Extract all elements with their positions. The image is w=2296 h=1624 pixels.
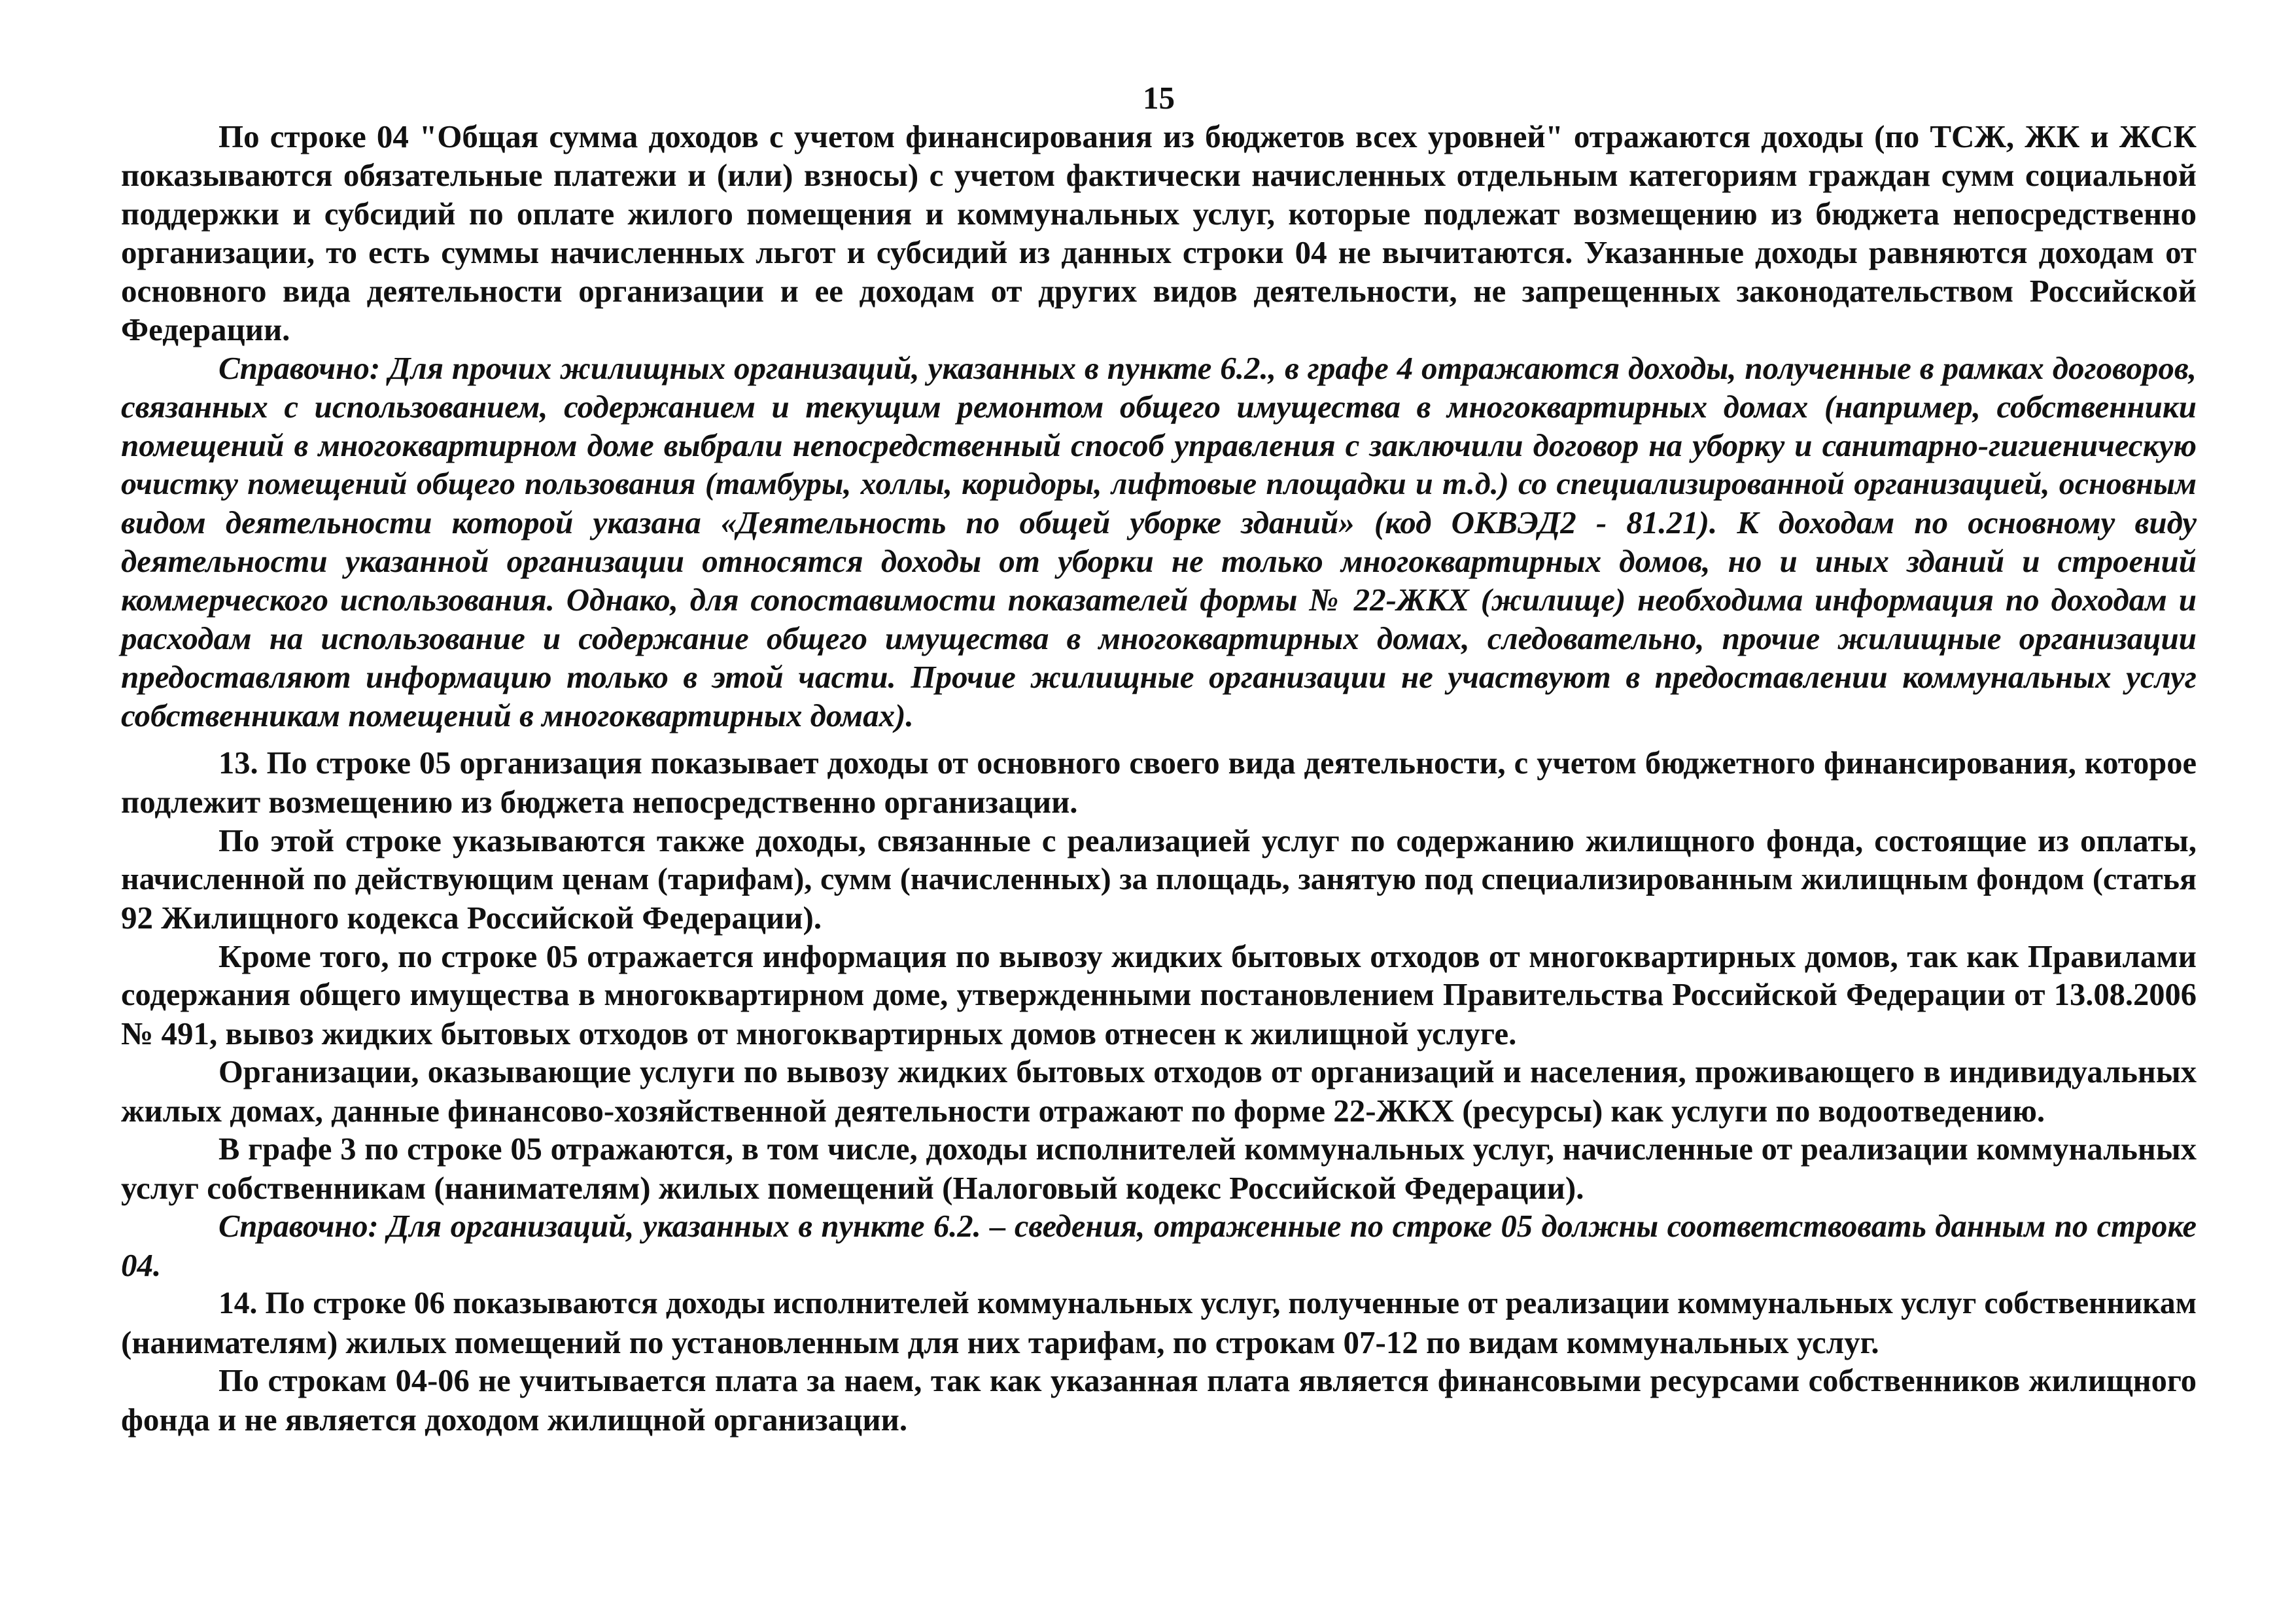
text-line: расходам на использование и содержание общего имущества в многоквартирных домах, следовательно, прочие жилищные организации [121, 620, 2197, 656]
text-line: (нанимателям) жилых помещений по установленным для них тарифам, по строкам 07-12 по видам коммунальных услуг. [121, 1324, 1879, 1360]
paragraph [121, 1053, 2197, 1130]
text-line: 92 Жилищного кодекса Российской Федерации). [121, 900, 822, 936]
text-line: 14. По строке 06 показываются доходы исполнителей коммунальных услуг, полученные от реализации коммунальных услуг собственникам [218, 1286, 2197, 1320]
text-line: 13. По строке 05 организация показывает доходы от основного своего вида деятельности, с учетом бюджетного финансирования, которое [218, 746, 2197, 781]
paragraph [121, 937, 2197, 1053]
text-line: По строкам 04-06 не учитывается плата за наем, так как указанная плата является финансовыми ресурсами собственников жилищного [218, 1364, 2197, 1398]
text-line: По строке 04 "Общая сумма доходов с учетом финансирования из бюджетов всех уровней" отражаются доходы (по ТСЖ, ЖК и ЖСК [218, 118, 2197, 154]
text-line: организации, то есть суммы начисленных льгот и субсидий из данных строки 04 не вычитаются. Указанные доходы равняются доходам от [121, 234, 2197, 270]
text-line: Федерации. [121, 311, 290, 347]
text-line: связанных с использованием, содержанием и текущим ремонтом общего имущества в многоквартирных домах (например, собственники [121, 389, 2197, 425]
text-line: основного вида деятельности организации и ее доходам от других видов деятельности, не запрещенных законодательством Российской [121, 273, 2197, 309]
text-line: очистку помещений общего пользования (тамбуры, холлы, коридоры, лифтовые площадки и т.д.) со специализированной организацией, основным [121, 467, 2197, 501]
text-line: начисленной по действующим ценам (тарифам), сумм (начисленных) за площадь, занятую под специализированным жилищным фондом (статья [121, 862, 2197, 896]
text-line: жилых домах, данные финансово-хозяйственной деятельности отражают по форме 22-ЖКХ (ресурсы) как услуги по водоотведению. [121, 1093, 2045, 1129]
paragraph [121, 821, 2197, 937]
text-line: коммерческого использования. Однако, для сопоставимости показателей формы № 22-ЖКХ (жилище) необходима информация по доходам и [121, 582, 2197, 618]
text-line: Организации, оказывающие услуги по вывозу жидких бытовых отходов от организаций и населения, проживающего в индивидуальных [218, 1055, 2197, 1089]
text-line: предоставляют информацию только в этой части. Прочие жилищные организации не участвуют в предоставлении коммунальных услуг [121, 659, 2197, 695]
text-line: услуг собственникам (нанимателям) жилых помещений (Налоговый кодекс Российской Федерации). [121, 1170, 1584, 1206]
text-line: деятельности указанной организации относятся доходы от уборки не только многоквартирных домов, но и иных зданий и строений [121, 543, 2197, 579]
paragraph [121, 1362, 2197, 1439]
text-line: собственникам помещений в многоквартирных домах). [121, 697, 914, 733]
text-line: В графе 3 по строке 05 отражаются, в том числе, доходы исполнителей коммунальных услуг, начисленные от реализации коммунальных [218, 1132, 2197, 1167]
text-line: подлежит возмещению из бюджета непосредственно организации. [121, 784, 1078, 820]
text-line: видом деятельности которой указана «Деятельность по общей уборке зданий» (код ОКВЭД2 - 81.21). К доходам по основному виду [121, 504, 2197, 540]
paragraph [121, 1130, 2197, 1207]
paragraph [121, 117, 2197, 349]
text-line: Кроме того, по строке 05 отражается информация по вывозу жидких бытовых отходов от многоквартирных домов, так как Правилами [218, 938, 2197, 974]
text-line: № 491, вывоз жидких бытовых отходов от многоквартирных домов отнесен к жилищной услуге. [121, 1015, 1517, 1051]
text-line: содержания общего имущества в многоквартирном доме, утвержденными постановлением Правительства Российской Федерации от 13.08.2006 [121, 978, 2197, 1012]
paragraph [121, 1284, 2197, 1362]
text-line: Справочно: Для организаций, указанных в пункте 6.2. – сведения, отраженные по строке 05 должны соответствовать данным по строке [218, 1209, 2197, 1244]
note-paragraph [121, 1207, 2197, 1284]
text-line: Справочно: Для прочих жилищных организаций, указанных в пункте 6.2., в графе 4 отражаются доходы, полученные в рамках договоров, [218, 350, 2197, 386]
text-line: 04. [121, 1247, 162, 1283]
document-page [121, 79, 2197, 1439]
text-line: помещений в многоквартирном доме выбрали непосредственный способ управления с заключили договор на уборку и санитарно-гигиеническую [121, 427, 2197, 463]
text-line: фонда и не является доходом жилищной организации. [121, 1402, 908, 1438]
text-line: поддержки и субсидий по оплате жилого помещения и коммунальных услуг, которые подлежат возмещению из бюджета непосредственно [121, 196, 2197, 232]
text-line: показываются обязательные платежи и (или) взносы) с учетом фактически начисленных отдельным категориям граждан сумм социальной [121, 157, 2197, 193]
paragraph [121, 744, 2197, 821]
note-paragraph [121, 349, 2197, 735]
page-number: 15 [1143, 80, 1175, 116]
text-line: По этой строке указываются также доходы, связанные с реализацией услуг по содержанию жилищного фонда, состоящие из оплаты, [218, 822, 2197, 858]
